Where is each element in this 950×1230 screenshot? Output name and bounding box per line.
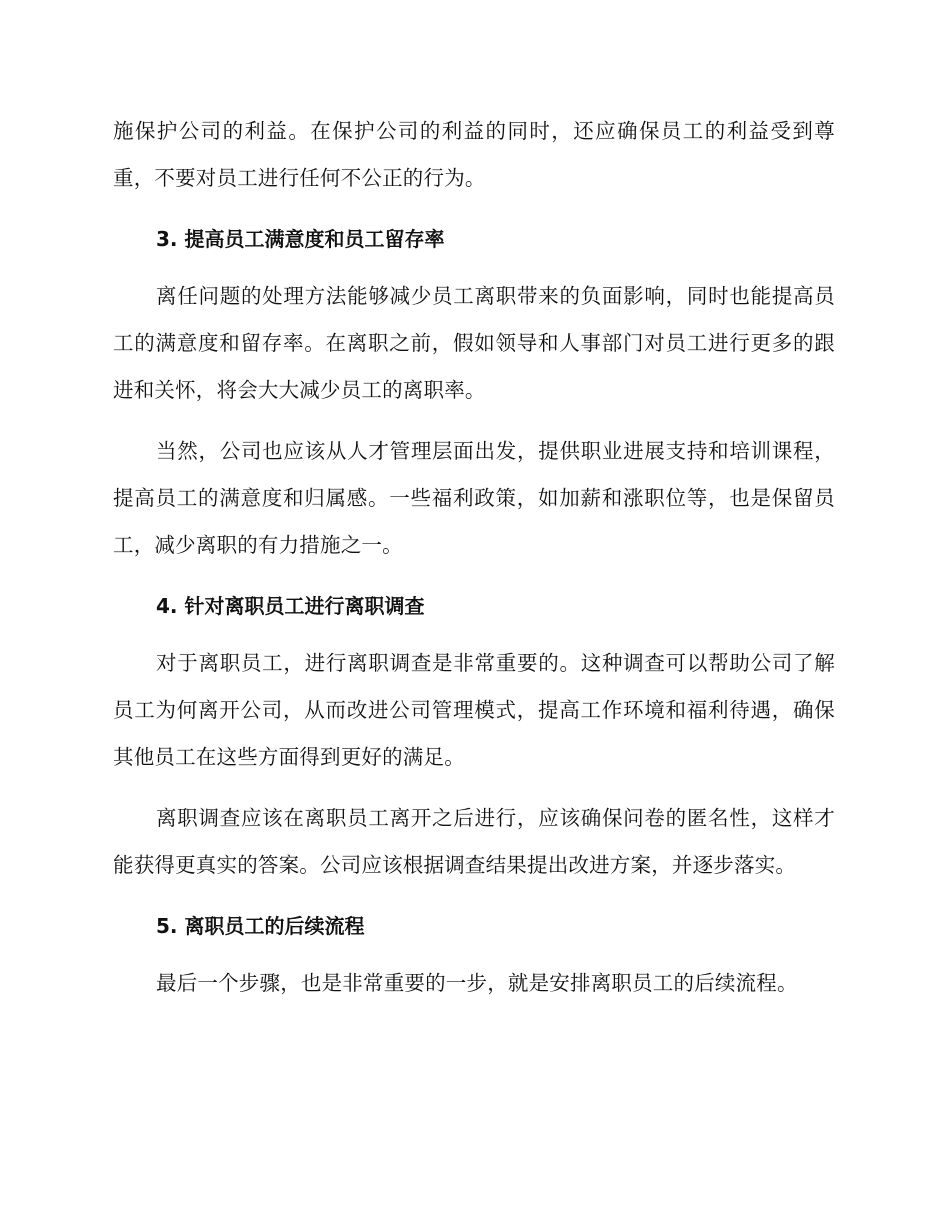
- paragraph-follow-up-process: 最后一个步骤，也是非常重要的一步，就是安排离职员工的后续流程。: [156, 971, 798, 995]
- paragraph-exit-survey-importance: 对于离职员工，进行离职调查是非常重要的。这种调查可以帮助公司了解员工为何离开公司，从而改进公司管理模式，提高工作环境和福利待遇，确保其他员工在这些方面得到更好的满足。: [113, 651, 835, 769]
- heading-section-3: 3. 提高员工满意度和员工留存率: [156, 227, 445, 251]
- paragraph-protect-interests: 施保护公司的利益。在保护公司的利益的同时，还应确保员工的利益受到尊重，不要对员工进行任何不公正的行为。: [113, 119, 835, 190]
- paragraph-talent-management: 当然，公司也应该从人才管理层面出发，提供职业进展支持和培训课程，提高员工的满意度和归属感。一些福利政策，如加薪和涨职位等，也是保留员工，减少离职的有力措施之一。: [113, 439, 835, 557]
- heading-section-5: 5. 离职员工的后续流程: [156, 914, 365, 938]
- document-page: [113, 108, 835, 1007]
- heading-section-4: 4. 针对离职员工进行离职调查: [156, 594, 425, 618]
- paragraph-reduce-turnover: 离任问题的处理方法能够减少员工离职带来的负面影响，同时也能提高员工的满意度和留存率。在离职之前，假如领导和人事部门对员工进行更多的跟进和关怀，将会大大减少员工的离职率。: [113, 284, 835, 402]
- paragraph-exit-survey-anonymity: 离职调查应该在离职员工离开之后进行，应该确保问卷的匿名性，这样才能获得更真实的答案。公司应该根据调查结果提出改进方案，并逐步落实。: [113, 806, 835, 877]
